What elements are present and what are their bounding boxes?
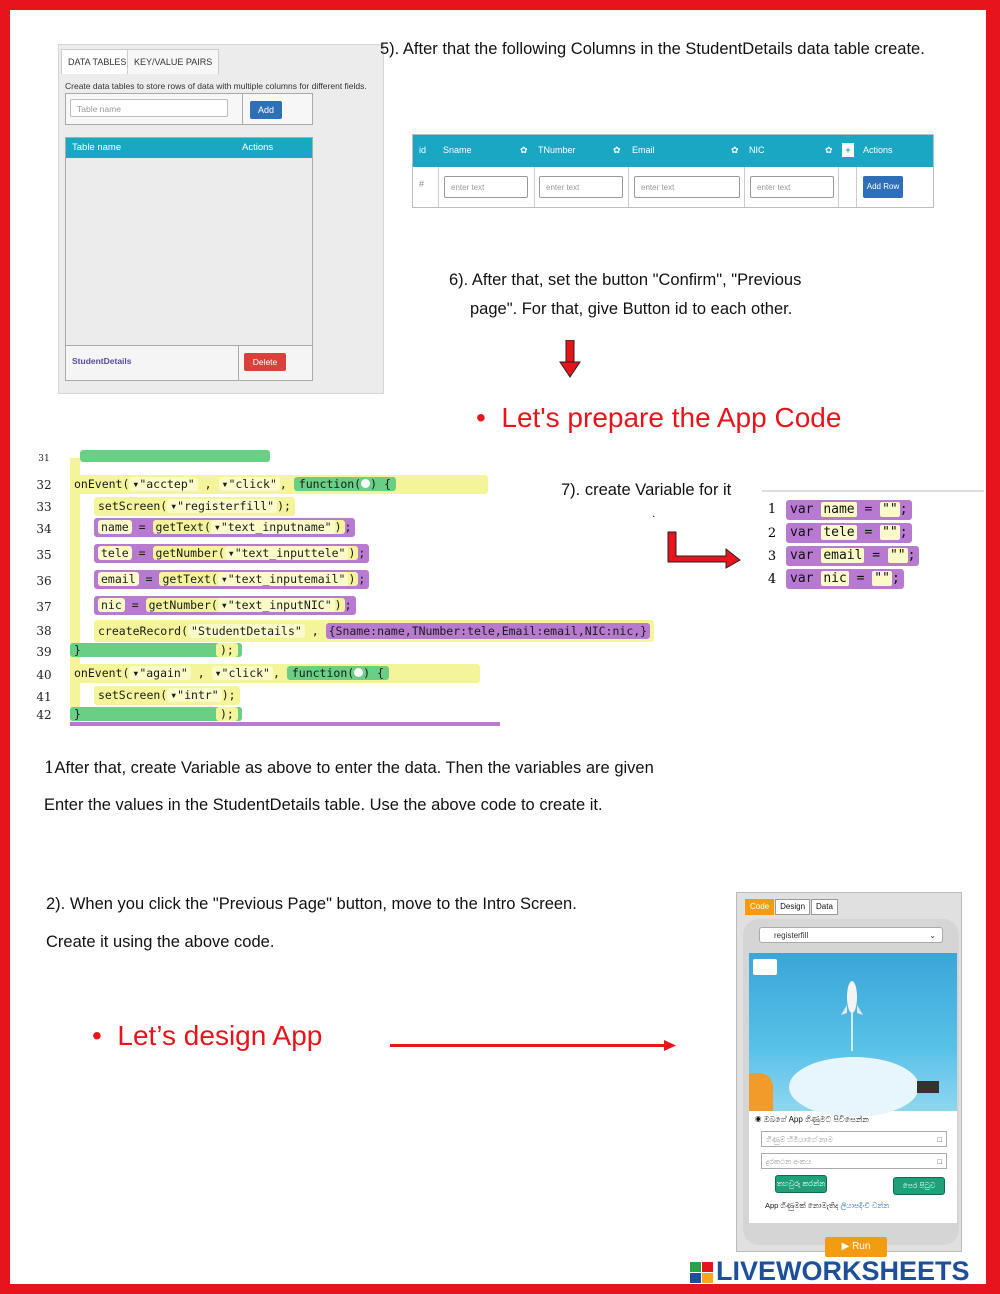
rocket-icon [837,973,867,1053]
code-line-34[interactable] [94,518,355,537]
line-number: 36 [36,574,52,588]
step2-line1: 2). When you click the "Previous Page" button, move to the Intro Screen. [46,895,577,913]
logo-icon [753,959,777,975]
phone-input-placeholder: දුරකථන අංකය [766,1157,812,1166]
code-token: tele [823,525,855,540]
screen-select[interactable] [759,927,943,943]
code-line-40[interactable] [70,664,480,683]
code-token: "" [889,548,906,563]
heading-prepare-code-text: Let's prepare the App Code [501,402,842,433]
code-token: ▾"text_inputNIC" [218,598,335,612]
line-number: 40 [36,668,52,682]
arrow-right-icon [390,1038,678,1054]
add-row-button[interactable]: Add Row [863,176,903,198]
columns-input-row [413,167,933,207]
code-token: ) [348,546,356,560]
gear-icon[interactable]: ✿ [825,145,833,155]
nic-input[interactable]: enter text [750,176,834,198]
para1-line2: Enter the values in the StudentDetails table. Use the above code to create it. [44,796,603,814]
code-token: ; [358,572,366,586]
code-token: ) [334,598,342,612]
tnumber-input[interactable]: enter text [539,176,623,198]
sname-input[interactable]: enter text [444,176,528,198]
step2-line2: Create it using the above code. [46,933,275,951]
code-token: "" [882,502,898,517]
code-token: tele [98,546,132,560]
col-header-id: id [419,145,427,155]
line-number: 3 [767,549,777,564]
code-token: nic [98,598,125,612]
divider [838,167,839,207]
code-token: name [823,502,855,517]
tab-data-tables[interactable]: DATA TABLES [61,49,133,74]
code-token: onEvent( [74,666,130,680]
code-token: email [823,548,863,563]
step7-dot: . [652,506,656,520]
code-block-end [80,450,270,462]
code-token: ); [216,643,238,657]
code-bar [70,458,80,726]
code-token: ▾"click" [212,666,273,680]
code-token: setScreen( [98,499,168,513]
variables-block [762,490,984,596]
phone-screen [749,953,957,1223]
code-token: ; [344,598,352,612]
arrow-down-icon [559,340,581,378]
var-nic-line[interactable] [786,569,904,589]
code-token: ) { [363,666,384,680]
play-icon: ▶ [841,1241,850,1252]
code-token: setScreen( [98,688,168,702]
form-label [755,1115,869,1125]
code-token: {Sname:name,TNumber:tele,Email:email,NIC:nic,} [326,623,651,639]
name-input[interactable] [761,1131,947,1147]
code-token: getNumber( [155,546,225,560]
line-number: 31 [38,454,50,464]
step7-text: 7). create Variable for it [561,481,732,499]
footer-text: App ගිණුමක් නොමැතිද [765,1201,839,1210]
edit-icon: □ [937,1157,942,1166]
line-number: 34 [36,522,52,536]
run-button[interactable] [825,1237,887,1257]
register-link[interactable]: ලියාපදිංචි වන්න [840,1201,890,1210]
book-icon [749,1073,773,1111]
line-number: 41 [36,690,52,704]
code-token: ; [358,546,366,560]
step6-line2: page". For that, give Button id to each other. [470,300,793,318]
code-token: "" [874,571,890,586]
code-token: ); [216,707,238,721]
step5-text: 5). After that the following Columns in the StudentDetails data table create. [380,40,925,58]
arrow-right-icon [666,530,742,570]
code-token: ); [221,688,236,702]
rocket-background [749,953,957,1111]
code-token: ; [899,525,908,540]
line-number: 42 [36,708,52,722]
code-token: ; [899,502,908,517]
divider [238,346,239,380]
cloud-shape [789,1057,919,1117]
code-token: var [790,502,814,517]
code-token: ; [891,571,900,586]
line-number: 38 [36,624,52,638]
code-token: getNumber( [148,598,218,612]
tab-code[interactable]: Code [745,899,774,915]
code-token: = [138,546,146,560]
code-token: getText( [162,572,218,586]
add-column-icon[interactable]: + [842,143,854,157]
run-label: Run [852,1241,871,1252]
code-token: "" [882,525,898,540]
code-token: var [790,548,814,563]
code-token: function( [298,477,362,491]
code-token: var [790,525,814,540]
code-token: createRecord( [98,624,189,638]
code-token: , [311,624,319,638]
line-number: 4 [767,572,777,587]
confirm-button[interactable]: තහවුරු කරන්න [775,1175,827,1193]
code-token: } [74,707,81,721]
code-token: ▾"text_inputtele" [225,546,349,560]
heading-prepare-code: • Let's prepare the App Code [476,402,842,433]
line-number: 2 [767,526,777,541]
code-line-33[interactable] [94,497,295,516]
code-line-38[interactable] [94,620,654,642]
col-header-actions: Actions [863,145,893,155]
logo-mark-icon [690,1262,714,1284]
var-tele-line[interactable] [786,523,912,543]
tables-list-header [66,138,312,158]
line-number: 35 [36,548,52,562]
graduation-cap-icon [917,1081,939,1093]
code-token: = [872,548,881,563]
gear-icon[interactable]: ✿ [731,145,739,155]
code-token: ) [348,572,356,586]
col-header-sname: Sname [443,145,472,155]
edit-icon: □ [937,1135,942,1144]
code-token: ▾"acctep" [129,477,197,491]
add-button[interactable]: Add [250,101,282,119]
code-token: = [856,571,865,586]
code-token: ▾"registerfill" [167,499,277,513]
divider [534,167,535,207]
tab-key-value-pairs[interactable]: KEY/VALUE PAIRS [127,49,219,74]
radio-icon: ◉ [755,1115,762,1124]
col-header-email: Email [632,145,655,155]
editor-tabs [745,899,839,913]
app-preview [736,892,962,1252]
code-token: nic [823,571,847,586]
step6-line1: 6). After that, set the button "Confirm", "Previous [449,271,802,289]
code-token: ▾"again" [129,666,190,680]
code-token: = [864,502,873,517]
row-id: # [419,179,425,189]
var-name-line[interactable] [786,500,912,520]
code-token: , [272,666,280,680]
table-row-name[interactable]: StudentDetails [72,356,132,366]
code-token: ▾"click" [219,477,280,491]
divider [242,94,243,124]
code-line-41[interactable] [94,686,240,705]
gear-icon[interactable]: ✿ [520,145,528,155]
code-token: ; [907,548,916,563]
code-line-37[interactable] [94,596,356,615]
create-table-box [65,93,313,125]
code-line-32[interactable] [70,475,488,494]
para1-prefix: 1 [44,758,55,777]
logo-text: LIVEWORKSHEETS [716,1256,970,1286]
code-token: ; [344,520,352,534]
code-token: name [98,520,132,534]
code-line-35[interactable] [94,544,369,563]
col-header-tnumber: TNumber [538,145,576,155]
code-token: ) { [370,477,391,491]
phone-body [743,919,959,1252]
line-number: 33 [36,500,52,514]
line-number: 1 [767,502,777,517]
liveworksheets-logo [690,1256,970,1287]
code-token: ▾"text_inputname" [211,520,335,534]
footer-line [765,1201,889,1211]
code-token: email [98,572,139,586]
code-token: function( [291,666,355,680]
phone-number-input[interactable] [761,1153,947,1169]
divider [856,167,857,207]
form-label-text: ඔබගේ App ගිණුමට පිවිසෙන්න [763,1115,869,1124]
columns-table [412,134,934,208]
gear-icon[interactable]: ✿ [613,145,621,155]
code-line-36[interactable] [94,570,369,589]
code-token: var [790,571,814,586]
table-name-input[interactable]: Table name [70,99,228,117]
columns-header [413,135,933,167]
tab-design[interactable]: Design [775,899,810,915]
code-token: , [197,666,205,680]
data-tables-panel [58,44,384,394]
code-token: ▾"text_inputemail" [218,572,349,586]
code-token: onEvent( [74,477,130,491]
divider [744,167,745,207]
divider [628,167,629,207]
code-token: = [138,520,146,534]
line-number: 39 [36,645,52,659]
code-token: ); [277,499,291,513]
code-bottom-bar [70,722,500,726]
delete-button[interactable]: Delete [244,353,286,371]
code-token: } [74,643,81,657]
header-actions: Actions [242,142,274,153]
code-token: ▾"intr" [167,688,221,702]
previous-page-button[interactable]: පෙර පිටුව [893,1177,945,1195]
chevron-down-icon: ⌄ [929,931,936,940]
code-token: = [131,598,139,612]
para1-line1 [44,758,654,778]
heading-design-app-text: Let’s design App [117,1020,323,1051]
table-row [66,345,312,380]
tables-list [65,137,313,381]
code-token: getText( [155,520,211,534]
tab-data[interactable]: Data [811,899,838,915]
divider [438,167,439,207]
data-tables-description: Create data tables to store rows of data with multiple columns for different fields. [65,81,367,91]
col-header-nic: NIC [749,145,765,155]
code-token: "StudentDetails" [188,624,305,638]
screen-select-value: registerfill [774,931,809,940]
line-number: 32 [36,478,52,492]
name-input-placeholder: ගිණුම් හිමියාගේ නාම [766,1135,833,1144]
var-email-line[interactable] [786,546,919,566]
code-token: ) [334,520,342,534]
code-token: = [864,525,873,540]
email-input[interactable]: enter text [634,176,740,198]
header-table-name: Table name [72,142,122,153]
para1-line1-text: After that, create Variable as above to enter the data. Then the variables are given [54,759,654,777]
line-number: 37 [36,600,52,614]
heading-design-app: • Let’s design App [92,1020,323,1051]
code-token: , [279,477,287,491]
code-token: , [204,477,212,491]
code-token: = [145,572,153,586]
